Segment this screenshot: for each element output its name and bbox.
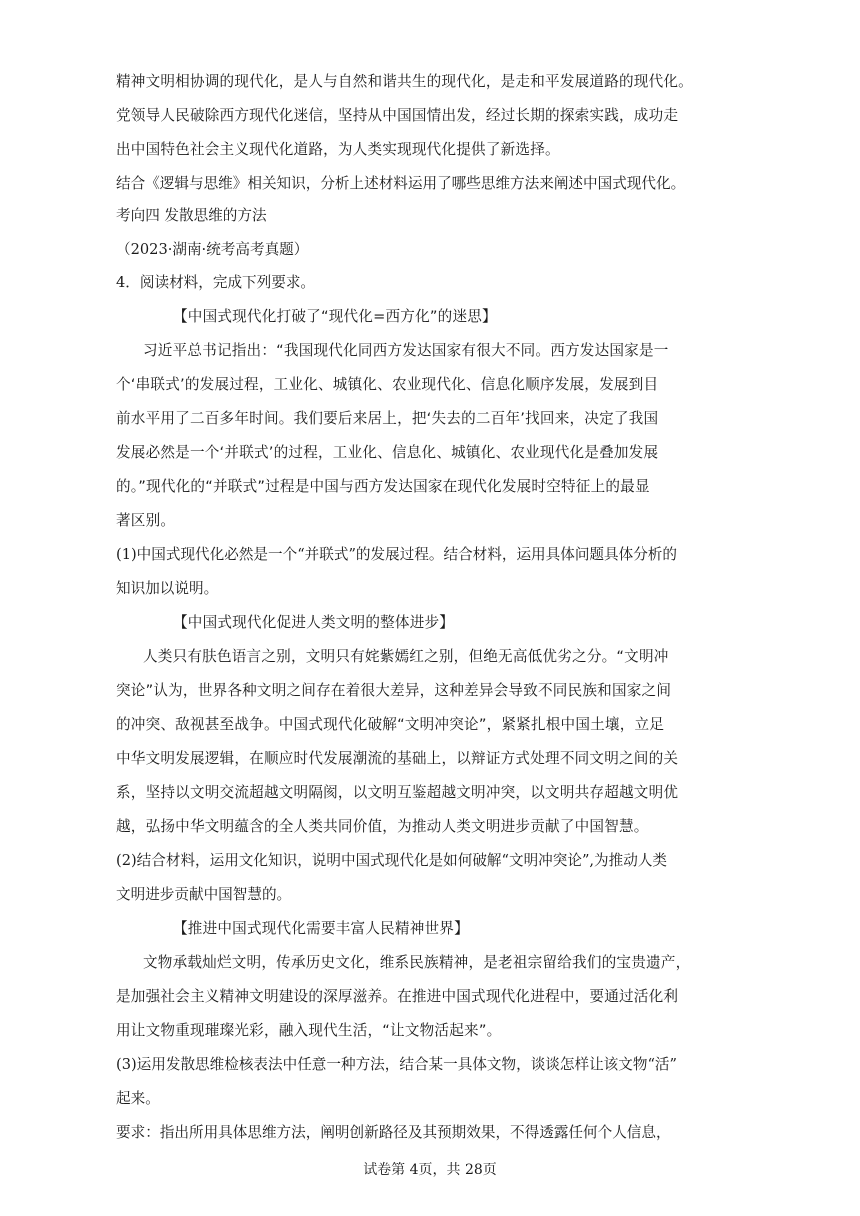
text-line: 用让文物重现璀璨光彩，融入现代生活，“让文物活起来”。 [116,1022,502,1039]
sub-question: 起来。 [116,1090,160,1107]
text-line: 党领导人民破除西方现代化迷信，坚持从中国国情出发，经过长期的探索实践，成功走 [116,107,679,124]
question-line: 结合《逻辑与思维》相关知识，分析上述材料运用了哪些思维方法来阐述中国式现代化。 [116,175,686,192]
sub-question: (3)运用发散思维检核表法中任意一种方法，结合某一具体文物，谈谈怎样让该文物“活” [116,1056,677,1073]
material-heading: 【推进中国式现代化需要丰富人民精神世界】 [173,920,469,937]
sub-question: 知识加以说明。 [116,580,219,597]
text-line: 精神文明相协调的现代化，是人与自然和谐共生的现代化，是走和平发展道路的现代化。 [116,73,693,90]
text-line: 个‘串联式’的发展过程，工业化、城镇化、农业现代化、信息化顺序发展，发展到目 [116,376,659,393]
text-line: 的。”现代化的“并联式”过程是中国与西方发达国家在现代化发展时空特征上的最显 [116,478,650,495]
text-line: 出中国特色社会主义现代化道路，为人类实现现代化提供了新选择。 [116,141,560,158]
text-line: 中华文明发展逻辑，在顺应时代发展潮流的基础上，以辩证方式处理不同文明之间的关 [116,750,679,767]
text-line: 是加强社会主义精神文明建设的深厚滋养。在推进中国式现代化进程中，要通过活化利 [116,988,679,1005]
text-line: 越，弘扬中华文明蕴含的全人类共同价值，为推动人类文明进步贡献了中国智慧。 [116,818,649,835]
requirement-line: 要求：指出所用具体思维方法，阐明创新路径及其预期效果，不得透露任何个人信息， [116,1124,671,1141]
text-line: 发展必然是一个‘并联式’的过程，工业化、信息化、城镇化、农业现代化是叠加发展 [116,444,659,461]
text-line: 突论”认为，世界各种文明之间存在着很大差异，这种差异会导致不同民族和国家之间 [116,682,672,699]
sub-question: (2)结合材料，运用文化知识，说明中国式现代化是如何破解“文明冲突论”,为推动人类 [116,852,668,869]
text-line: 系，坚持以文明交流超越文明隔阂，以文明互鉴超越文明冲突，以文明共存超越文明优 [116,784,679,801]
page-footer: 试卷第 4页，共 28页 [363,1162,497,1178]
text-line: 习近平总书记指出：“我国现代化同西方发达国家有很大不同。西方发达国家是一 [143,342,669,359]
text-line: 前水平用了二百多年时间。我们要后来居上，把‘失去的二百年’找回来，决定了我国 [116,410,659,427]
text-line: 人类只有肤色语言之别，文明只有姹紫嫣红之别，但绝无高低优劣之分。“文明冲 [143,648,669,665]
text-line: 的冲突、敌视甚至战争。中国式现代化破解“文明冲突论”，紧紧扎根中国土壤，立足 [116,716,665,733]
section-heading: 考向四 发散思维的方法 [116,207,267,224]
text-line: 文物承载灿烂文明，传承历史文化，维系民族精神，是老祖宗留给我们的宝贵遗产， [143,954,691,971]
material-heading: 【中国式现代化促进人类文明的整体进步】 [173,614,455,631]
question-number: 4．阅读材料，完成下列要求。 [116,274,316,291]
text-line: 著区别。 [116,512,176,529]
source-label: （2023·湖南·统考高考真题） [116,241,309,258]
sub-question: (1)中国式现代化必然是一个“并联式”的发展过程。结合材料，运用具体问题具体分析的 [116,546,677,563]
material-heading: 【中国式现代化打破了“现代化=西方化”的迷思】 [173,308,497,325]
sub-question: 文明进步贡献中国智慧的。 [116,886,292,903]
